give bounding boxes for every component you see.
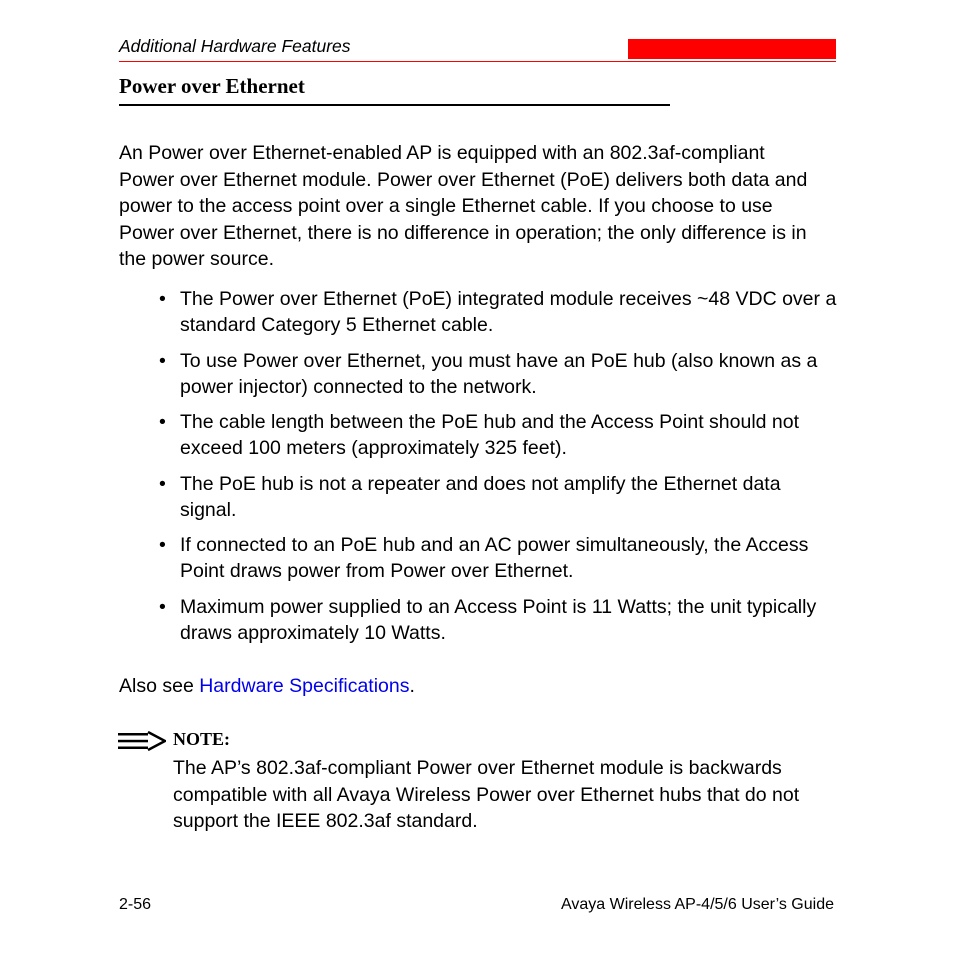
header-red-bar bbox=[628, 39, 836, 59]
list-item-text: To use Power over Ethernet, you must have an PoE hub (also known as a power injector) connected to the network. bbox=[180, 349, 818, 398]
list-item bbox=[159, 594, 839, 646]
note-arrow-icon bbox=[118, 731, 166, 751]
list-item-text: Maximum power supplied to an Access Point is 11 Watts; the unit typically draws approximately 10 Watts. bbox=[180, 595, 817, 644]
section-heading: Power over Ethernet bbox=[119, 74, 305, 98]
footer-page-number: 2-56 bbox=[119, 896, 152, 913]
bullet-icon: • bbox=[159, 595, 166, 618]
list-item bbox=[159, 286, 839, 338]
note-label: NOTE: bbox=[173, 729, 231, 749]
note-body: The AP’s 802.3af-compliant Power over Ethernet module is backwards compatible with all Avaya Wireless Power over Ethernet hubs that do not support the IEEE 802.3af standard. bbox=[173, 757, 800, 832]
bullet-list bbox=[159, 286, 839, 655]
list-item-text: The Power over Ethernet (PoE) integrated module receives ~48 VDC over a standard Category 5 Ethernet cable. bbox=[180, 288, 837, 336]
header-rule bbox=[119, 61, 836, 62]
section-heading-rule bbox=[119, 104, 670, 106]
bullet-icon: • bbox=[159, 288, 166, 310]
bullet-icon: • bbox=[159, 534, 166, 556]
list-item-text: If connected to an PoE hub and an AC power simultaneously, the Access Point draws power from Power over Ethernet. bbox=[180, 534, 809, 582]
list-item bbox=[159, 409, 839, 461]
bullet-icon: • bbox=[159, 349, 166, 372]
bullet-icon: • bbox=[159, 472, 166, 495]
hardware-specifications-link[interactable]: Hardware Specifications bbox=[199, 675, 410, 697]
list-item bbox=[159, 532, 839, 584]
list-item-text: The cable length between the PoE hub and the Access Point should not exceed 100 meters (approximately 325 feet). bbox=[180, 411, 800, 459]
list-item-text: The PoE hub is not a repeater and does not amplify the Ethernet data signal. bbox=[180, 472, 781, 521]
see-also-line bbox=[119, 673, 415, 699]
bullet-icon: • bbox=[159, 411, 166, 433]
see-also-suffix: . bbox=[409, 675, 415, 697]
see-also-prefix: Also see bbox=[119, 675, 200, 697]
intro-paragraph: An Power over Ethernet-enabled AP is equipped with an 802.3af-compliant Power over Ethernet module. Power over Ethernet (PoE) delivers both data and power to the access point over a single Ethernet cable. If you choose to use Power over Ethernet, there is no difference in operation; the only difference is in the power source. bbox=[119, 142, 808, 270]
list-item bbox=[159, 471, 839, 523]
footer-guide-title: Avaya Wireless AP-4/5/6 User’s Guide bbox=[560, 896, 834, 913]
list-item bbox=[159, 348, 839, 400]
running-header-title: Additional Hardware Features bbox=[119, 36, 351, 56]
